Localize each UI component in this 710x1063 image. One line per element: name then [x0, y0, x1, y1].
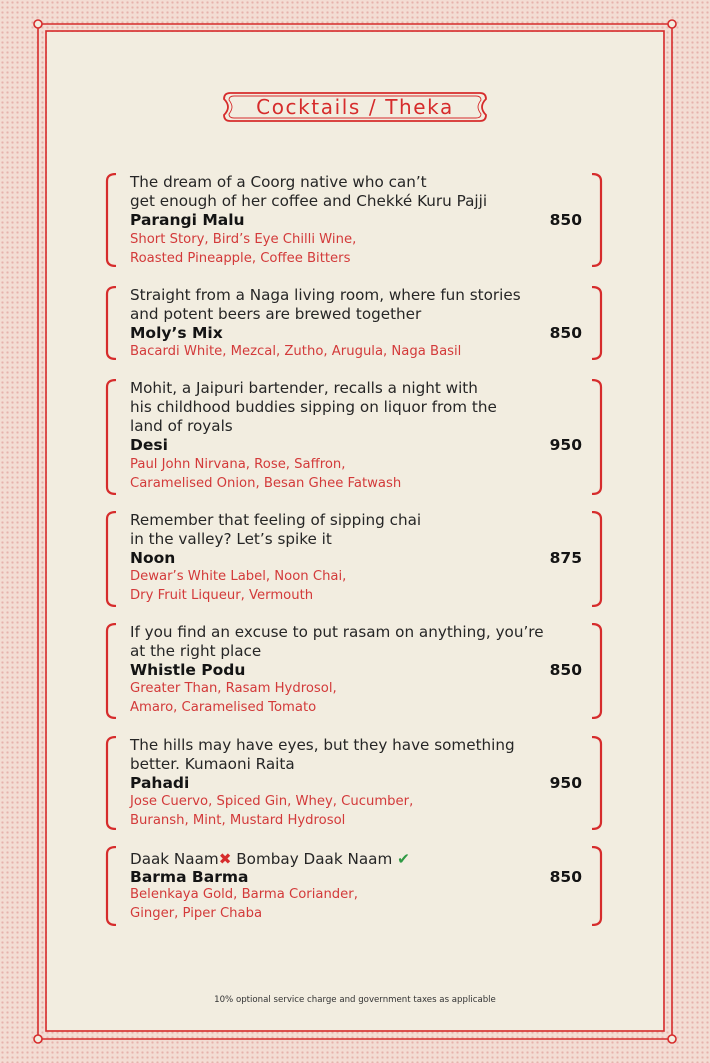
ingredient-line: Belenkaya Gold, Barma Coriander,	[130, 887, 358, 902]
item-ingredients	[130, 680, 550, 717]
description-line: If you find an excuse to put rasam on anything, you’re	[130, 623, 544, 641]
item-description	[130, 736, 570, 774]
cross-icon: ✖	[218, 850, 232, 868]
ingredient-line: Jose Cuervo, Spiced Gin, Whey, Cucumber,	[130, 794, 414, 809]
item-ingredients	[130, 456, 550, 493]
ingredient-line: Caramelised Onion, Besan Ghee Fatwash	[130, 475, 402, 491]
bracket-right-icon	[590, 173, 604, 267]
ingredient-line: Bacardi White, Mezcal, Zutho, Arugula, Naga Basil	[130, 344, 462, 359]
item-name: Noon	[130, 549, 176, 567]
description-line: Remember that feeling of sipping chai	[130, 511, 422, 529]
bracket-left-icon	[104, 736, 118, 830]
description-line: Straight from a Naga living room, where fun stories	[130, 286, 521, 304]
item-ingredients	[130, 343, 550, 362]
item-ingredients	[130, 568, 550, 605]
menu-item	[104, 846, 604, 926]
description-line: at the right place	[130, 641, 262, 660]
item-name: Pahadi	[130, 774, 190, 792]
item-price: 875	[549, 549, 582, 567]
bracket-left-icon	[104, 623, 118, 719]
item-description	[130, 173, 570, 211]
item-name: Whistle Podu	[130, 661, 246, 679]
menu-item	[104, 379, 604, 495]
description-line: in the valley? Let’s spike it	[130, 529, 332, 548]
menu-item	[104, 736, 604, 830]
bracket-right-icon	[590, 511, 604, 607]
item-price: 950	[549, 436, 582, 454]
description-line: better. Kumaoni Raita	[130, 754, 295, 773]
description-line: land of royals	[130, 416, 233, 435]
item-name: Desi	[130, 436, 168, 454]
item-price: 850	[549, 324, 582, 342]
item-ingredients	[130, 886, 550, 923]
item-price: 950	[549, 774, 582, 792]
item-price: 850	[549, 211, 582, 229]
item-description	[130, 511, 570, 549]
item-name: Parangi Malu	[130, 211, 245, 229]
item-price: 850	[549, 868, 582, 886]
bracket-right-icon	[590, 846, 604, 926]
item-description	[130, 623, 570, 661]
item-price: 850	[549, 661, 582, 679]
description-line: get enough of her coffee and Chekké Kuru Pajji	[130, 191, 488, 210]
section-title-badge	[220, 89, 490, 125]
corner-ornament-icon	[34, 20, 42, 28]
old-name: Daak Naam	[130, 850, 219, 868]
description-line: his childhood buddies sipping on liquor from the	[130, 397, 497, 416]
item-description	[130, 286, 570, 324]
menu-item	[104, 511, 604, 607]
ingredient-line: Amaro, Caramelised Tomato	[130, 699, 317, 715]
menu-item	[104, 623, 604, 719]
description-line: Mohit, a Jaipuri bartender, recalls a night with	[130, 379, 478, 397]
bracket-right-icon	[590, 736, 604, 830]
ingredient-line: Buransh, Mint, Mustard Hydrosol	[130, 812, 346, 828]
ingredient-line: Roasted Pineapple, Coffee Bitters	[130, 250, 351, 266]
bracket-left-icon	[104, 286, 118, 360]
corner-ornament-icon	[34, 1035, 42, 1043]
check-icon: ✔	[397, 850, 410, 868]
description-line: The hills may have eyes, but they have something	[130, 736, 515, 754]
ingredient-line: Paul John Nirvana, Rose, Saffron,	[130, 457, 346, 472]
description-line: and potent beers are brewed together	[130, 304, 422, 323]
corner-ornament-icon	[668, 1035, 676, 1043]
item-description	[130, 850, 570, 869]
new-name: Bombay Daak Naam	[236, 850, 393, 868]
menu-item	[104, 173, 604, 267]
item-ingredients	[130, 793, 550, 830]
bracket-right-icon	[590, 286, 604, 360]
bracket-left-icon	[104, 173, 118, 267]
item-description	[130, 379, 570, 435]
footer-note: 10% optional service charge and government taxes as applicable	[214, 995, 496, 1005]
bracket-left-icon	[104, 379, 118, 495]
bracket-right-icon	[590, 379, 604, 495]
menu-item	[104, 286, 604, 360]
description-line: The dream of a Coorg native who can’t	[130, 173, 427, 191]
item-ingredients	[130, 231, 550, 268]
ingredient-line: Dewar’s White Label, Noon Chai,	[130, 569, 347, 584]
bracket-left-icon	[104, 511, 118, 607]
ingredient-line: Short Story, Bird’s Eye Chilli Wine,	[130, 232, 357, 247]
ingredient-line: Ginger, Piper Chaba	[130, 905, 263, 921]
bracket-left-icon	[104, 846, 118, 926]
item-name: Barma Barma	[130, 868, 249, 886]
item-name: Moly’s Mix	[130, 324, 223, 342]
ingredient-line: Dry Fruit Liqueur, Vermouth	[130, 587, 314, 603]
ingredient-line: Greater Than, Rasam Hydrosol,	[130, 681, 337, 696]
section-title: Cocktails / Theka	[256, 95, 454, 119]
bracket-right-icon	[590, 623, 604, 719]
corner-ornament-icon	[668, 20, 676, 28]
